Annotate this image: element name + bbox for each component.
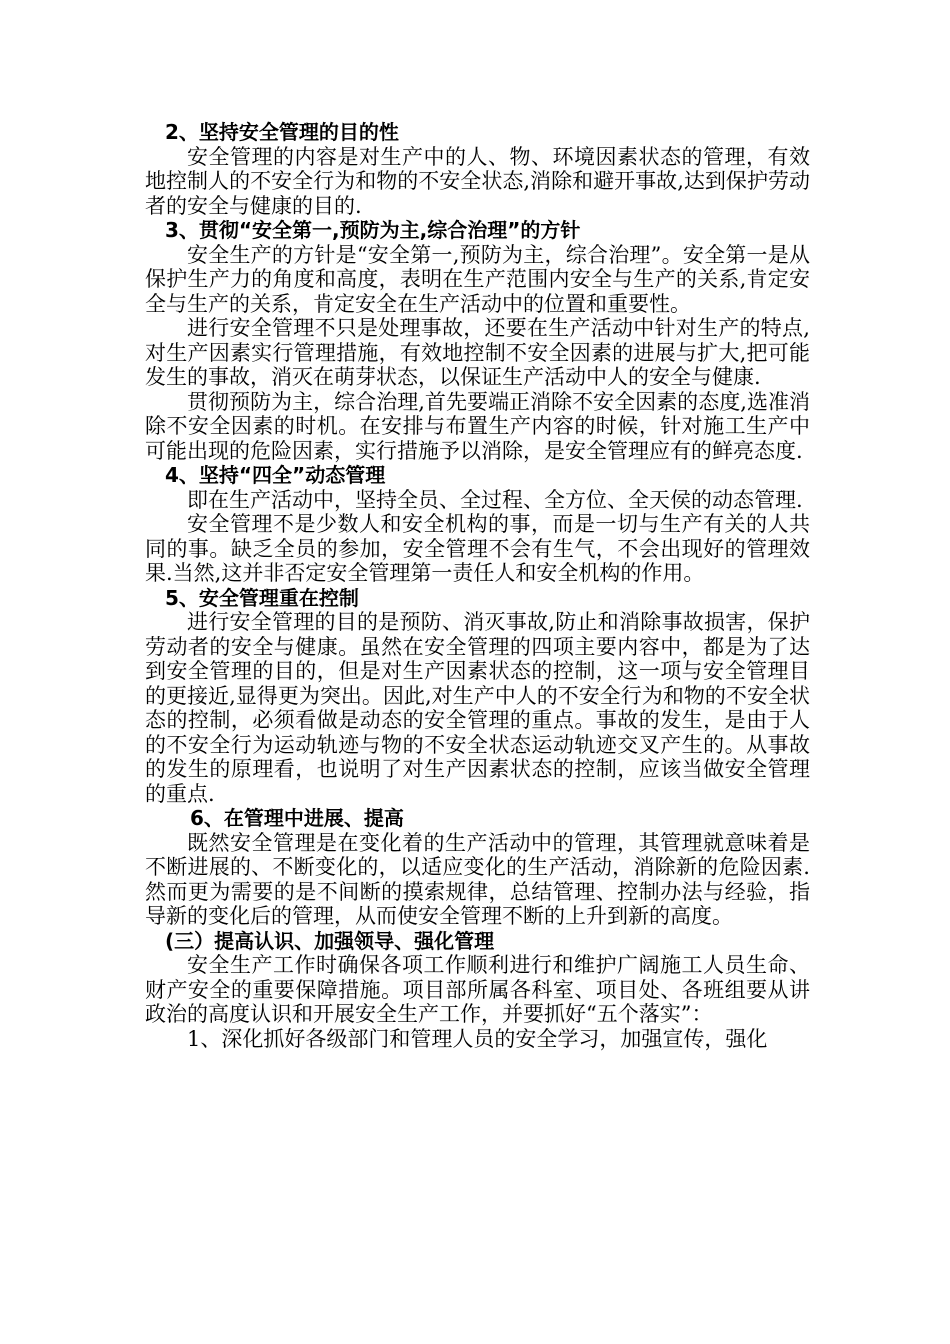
paragraph-2: 安全管理的内容是对生产中的人、物、环境因素状态的管理，有效地控制人的不安全行为和物的不安全状态,消除和避开事故,达到保护劳动者的安全与健康的目的. (145, 144, 810, 218)
heading-5: 5、安全管理重在控制 (165, 585, 359, 610)
paragraph-6: 既然安全管理是在变化着的生产活动中的管理，其管理就意味着是不断进展的、不断变化的，以适应变化的生产活动，消除新的危险因素.然而更为需要的是不间断的摸索规律，总结管理、控制办法与经验，指导新的变化后的管理，从而使安全管理不断的上升到新的高度。 (145, 830, 810, 928)
paragraph-4a: 即在生产活动中，坚持全员、全过程、全方位、全天侯的动态管理. (187, 487, 803, 512)
heading-2: 2、坚持安全管理的目的性 (165, 120, 399, 144)
heading-6: 6、在管理中进展、提高 (190, 806, 404, 830)
heading-4: 4、坚持“四全”动态管理 (165, 463, 386, 487)
paragraph-4b: 安全管理不是少数人和安全机构的事，而是一切与生产有关的人共同的事。缺乏全员的参加，安全管理不会有生气，不会出现好的管理效果.当然,这并非否定安全管理第一责任人和安全机构的作用。 (145, 512, 810, 585)
heading-section-3: (三）提高认识、加强领导、强化管理 (165, 928, 495, 953)
paragraph-3b: 进行安全管理不只是处理事故，还要在生产活动中针对生产的特点,对生产因素实行管理措施，有效地控制不安全因素的进展与扩大,把可能发生的事故，消灭在萌芽状态，以保证生产活动中人的安全与健康. (145, 316, 810, 389)
heading-3: 3、贯彻“安全第一,预防为主,综合治理”的方针 (165, 218, 581, 242)
paragraph-5: 进行安全管理的目的是预防、消灭事故,防止和消除事故损害，保护劳动者的安全与健康。虽然在安全管理的四项主要内容中，都是为了达到安全管理的目的，但是对生产因素状态的控制，这一项与安全管理目的更接近,显得更为突出。因此,对生产中人的不安全行为和物的不安全状态的控制，必须看做是动态的安全管理的重点。事故的发生，是由于人的不安全行为运动轨迹与物的不安全状态运动轨迹交叉产生的。从事故的发生的原理看，也说明了对生产因素状态的控制，应该当做安全管理的重点. (145, 610, 810, 806)
paragraph-3c: 贯彻预防为主，综合治理,首先要端正消除不安全因素的态度,选准消除不安全因素的时机。在安排与布置生产内容的时候，针对施工生产中可能出现的危险因素，实行措施予以消除，是安全管理应有的鲜亮态度. (145, 389, 810, 463)
paragraph-7: 安全生产工作时确保各项工作顺利进行和维护广阔施工人员生命、财产安全的重要保障措施。项目部所属各科室、项目处、各班组要从讲政治的高度认识和开展安全生产工作，并要抓好“五个落实”： (145, 953, 810, 1026)
paragraph-3a: 安全生产的方针是“安全第一,预防为主，综合治理”。安全第一是从保护生产力的角度和高度，表明在生产范围内安全与生产的关系,肯定安全与生产的关系，肯定安全在生产活动中的位置和重要性。 (145, 242, 810, 316)
list-item-1: 1、深化抓好各级部门和管理人员的安全学习，加强宣传，强化 (187, 1026, 768, 1051)
document-body (145, 120, 810, 1051)
